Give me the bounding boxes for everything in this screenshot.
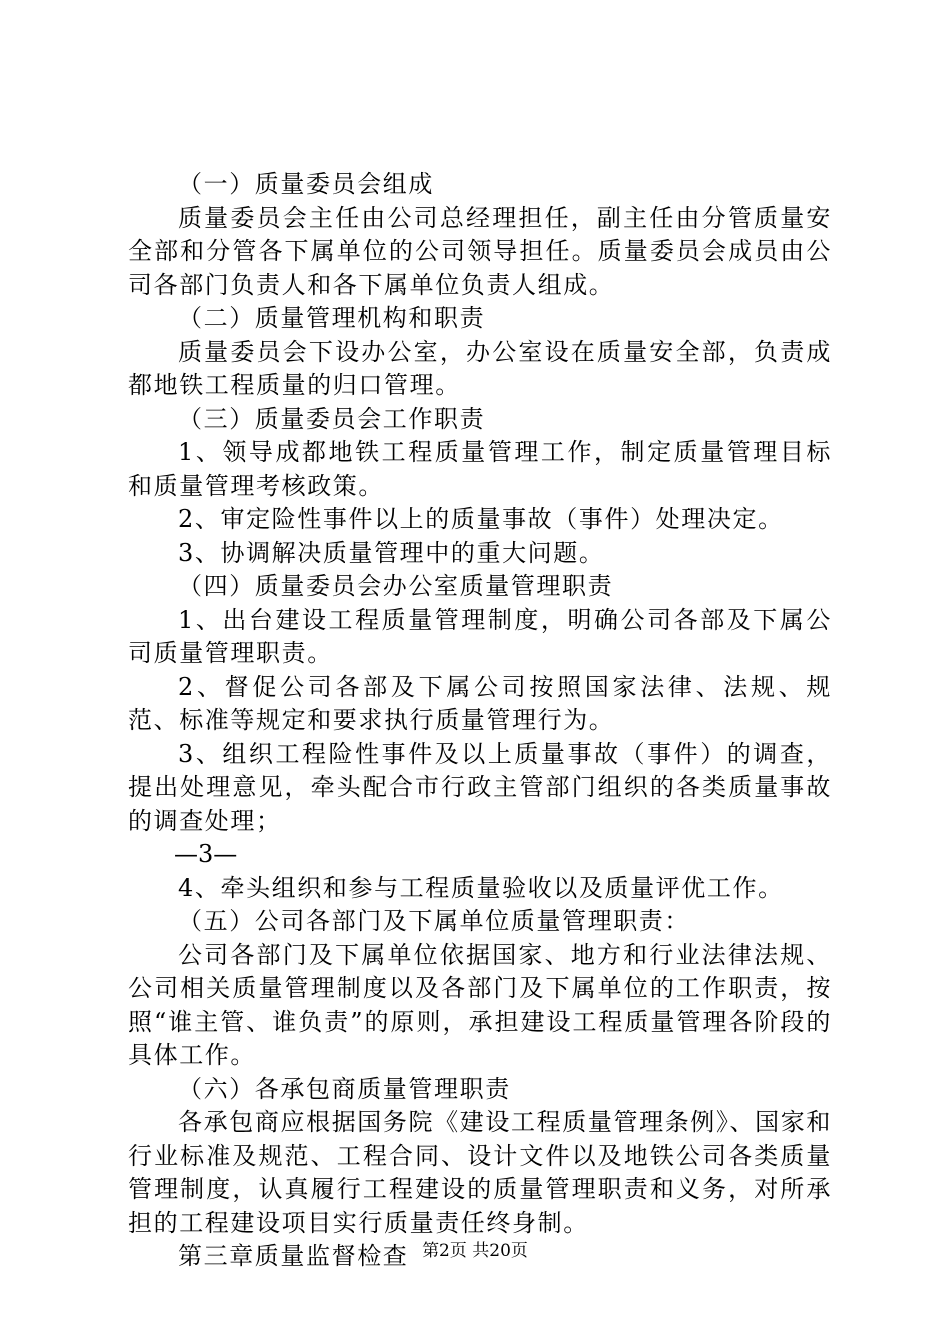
inline-page-number: —3— — [174, 840, 238, 868]
page-footer: 第2页 共20页 — [422, 1241, 528, 1261]
body-paragraph: 公司各部门及下属单位依据国家、地方和行业法律法规、公司相关质量管理制度以及各部门及下属单位的工作职责，按照“谁主管、谁负责”的原则，承担建设工程质量管理各阶段的具体工作。 — [128, 940, 832, 1069]
chapter-heading: 第三章质量监督检查 — [178, 1242, 409, 1270]
list-item: 3、协调解决质量管理中的重大问题。 — [178, 538, 605, 567]
body-paragraph: 各承包商应根据国务院《建设工程质量管理条例》、国家和行业标准及规范、工程合同、设计文件以及地铁公司各类质量管理制度，认真履行工程建设的质量管理职责和义务，对所承担的工程建设项目实行质量责任终身制。 — [128, 1108, 832, 1237]
document-body — [128, 168, 832, 1274]
section-heading: （四）质量委员会办公室质量管理职责 — [178, 572, 614, 600]
section-heading: （一）质量委员会组成 — [178, 170, 434, 198]
list-item: 4、牵头组织和参与工程质量验收以及质量评优工作。 — [178, 873, 784, 902]
list-item: 2、督促公司各部及下属公司按照国家法律、法规、规范、标准等规定和要求执行质量管理行为。 — [128, 672, 832, 734]
section-heading: （二）质量管理机构和职责 — [178, 304, 486, 332]
body-paragraph: 质量委员会下设办公室，办公室设在质量安全部，负责成都地铁工程质量的归口管理。 — [128, 337, 832, 399]
section-heading: （五）公司各部门及下属单位质量管理职责： — [178, 907, 690, 935]
list-item: 1、领导成都地铁工程质量管理工作，制定质量管理目标和质量管理考核政策。 — [128, 438, 832, 500]
section-heading: （三）质量委员会工作职责 — [178, 404, 486, 433]
list-item: 3、组织工程险性事件及以上质量事故（事件）的调查，提出处理意见，牵头配合市行政主管部门组织的各类质量事故的调查处理； — [128, 739, 832, 835]
body-paragraph: 质量委员会主任由公司总经理担任，副主任由分管质量安全部和分管各下属单位的公司领导担任。质量委员会成员由公司各部门负责人和各下属单位负责人组成。 — [128, 203, 832, 299]
list-item: 1、出台建设工程质量管理制度，明确公司各部及下属公司质量管理职责。 — [128, 605, 832, 667]
section-heading: （六）各承包商质量管理职责 — [178, 1074, 511, 1103]
list-item: 2、审定险性事件以上的质量事故（事件）处理决定。 — [178, 505, 784, 533]
